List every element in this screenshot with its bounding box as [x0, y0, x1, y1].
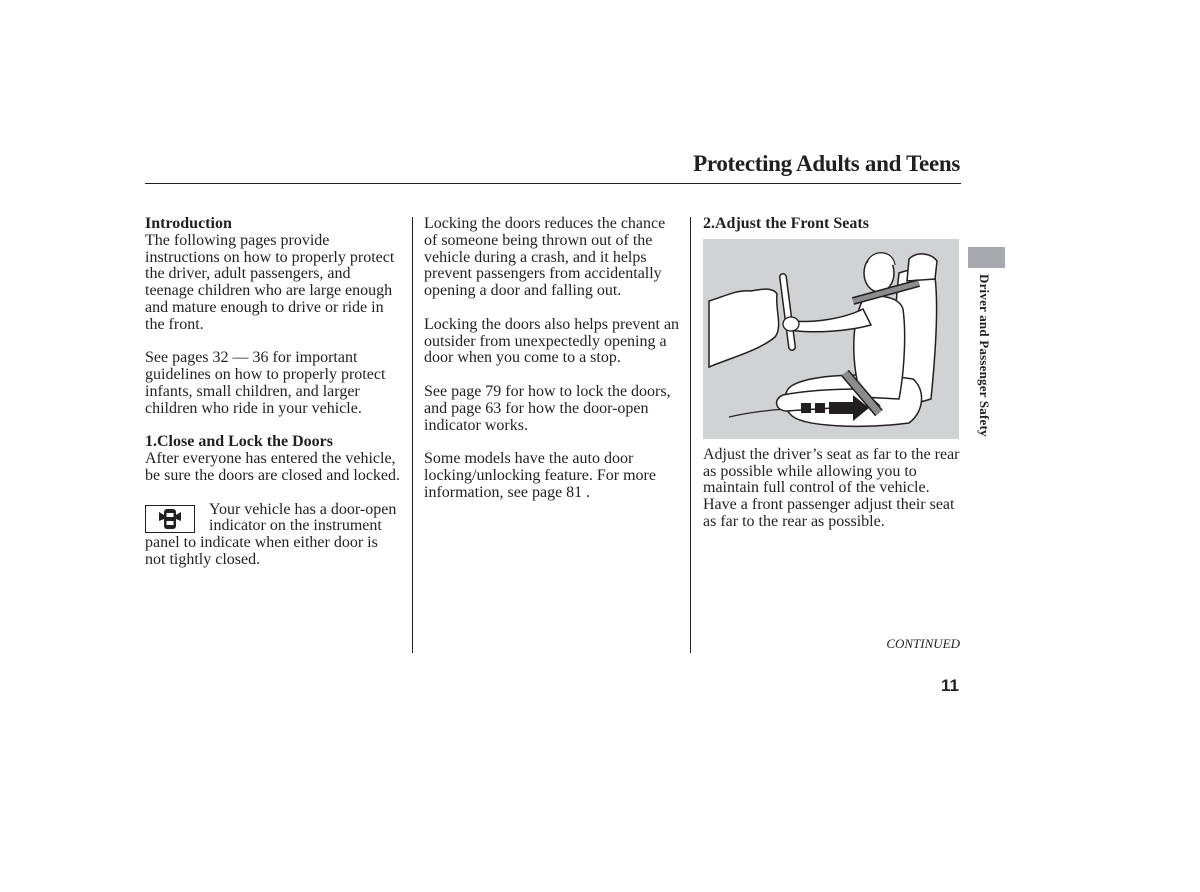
section1-text: After everyone has entered the vehicle, be sure the doors are closed and locked.	[145, 450, 401, 484]
section2-heading: 2.Adjust the Front Seats	[703, 215, 869, 232]
column-divider-2	[690, 217, 691, 653]
lock-doors-paragraph-1: Locking the doors reduces the chance of someone being thrown out of the vehicle during a crash, and it helps prevent passengers from accidentally opening a door and falling out.	[424, 215, 666, 300]
section-tab-marker	[968, 247, 1005, 268]
section2-text: Adjust the driver’s seat as far to the rear as possible while allowing you to maintain full control of the vehicle. Have a front passenger adjust their seat as far to the rear as possible.	[703, 445, 960, 530]
lock-doors-paragraph-3: See page 79 for how to lock the doors, and page 63 for how the door-open indicator works.	[424, 382, 671, 434]
introduction-heading: Introduction	[145, 215, 232, 232]
title-divider	[145, 183, 961, 184]
page-title: Protecting Adults and Teens	[693, 151, 960, 176]
driver-seat-adjust-illustration	[703, 239, 959, 439]
column-middle	[424, 216, 682, 502]
continued-label: CONTINUED	[886, 636, 960, 651]
column-divider-1	[412, 217, 413, 653]
column-left	[145, 216, 400, 569]
introduction-text: The following pages provide instructions on how to properly protect the driver, adult passengers, and teenage children who are large enough and mature enough to drive or ride in the front.	[145, 231, 395, 333]
page-number: 11	[941, 676, 959, 695]
see-pages-text: See pages 32 — 36 for important guidelines on how to properly protect infants, small children, and larger children who ride in your vehicle.	[145, 349, 386, 417]
indicator-text: Your vehicle has a door-open indicator on the instrument panel to indicate when either door is not tightly closed.	[145, 500, 397, 568]
lock-doors-paragraph-2: Locking the doors also helps prevent an outsider from unexpectedly opening a door when you come to a stop.	[424, 315, 680, 367]
column-right	[703, 216, 963, 531]
lock-doors-paragraph-4: Some models have the auto door locking/unlocking feature. For more information, see page 81 .	[424, 450, 656, 501]
door-open-indicator-icon	[145, 505, 195, 533]
side-tab-label: Driver and Passenger Safety	[977, 274, 992, 437]
section1-heading: 1.Close and Lock the Doors	[145, 433, 334, 451]
